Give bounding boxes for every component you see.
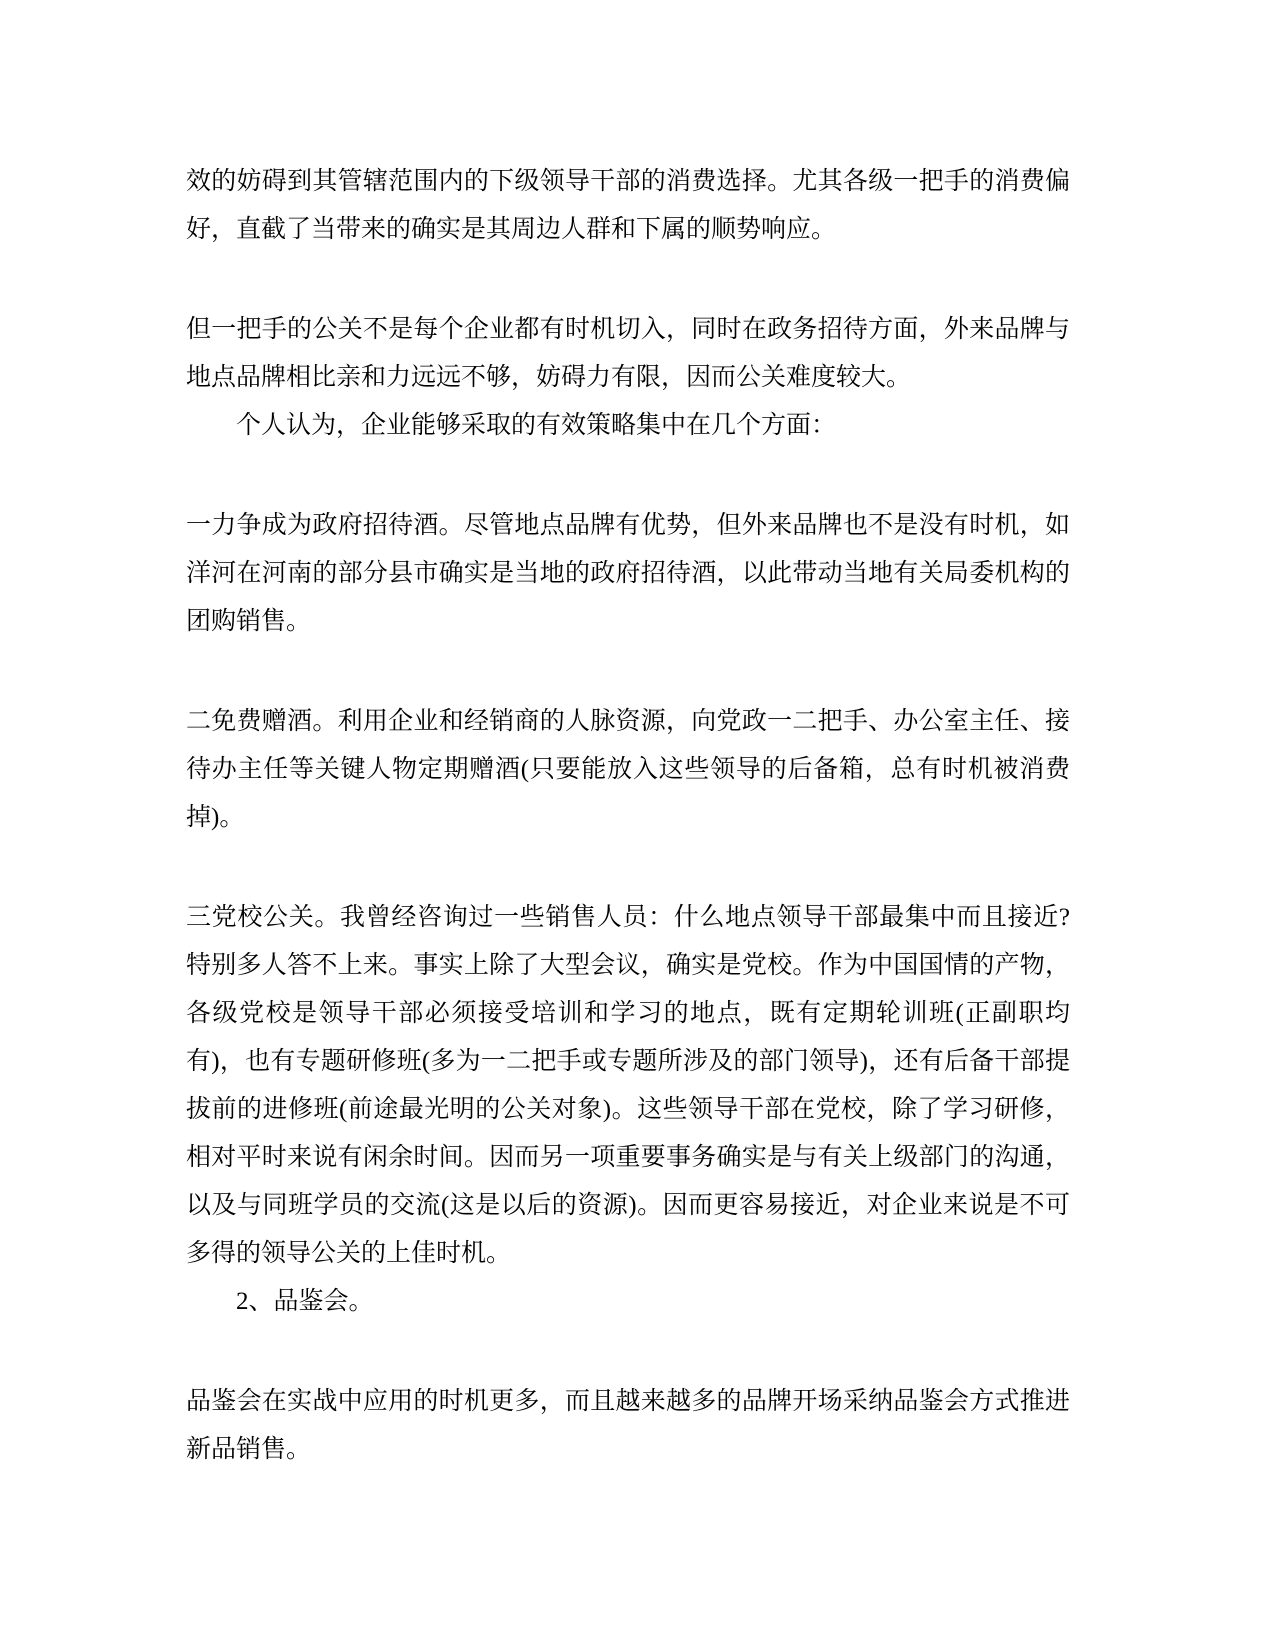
paragraph: 但一把手的公关不是每个企业都有时机切入，同时在政务招待方面，外来品牌与地点品牌相比亲和力远远不够，妨碍力有限，因而公关难度较大。 xyxy=(186,316,1070,391)
document-page xyxy=(186,158,1070,1474)
paragraph: 2、品鉴会。 xyxy=(236,1288,374,1315)
paragraph: 个人认为，企业能够采取的有效策略集中在几个方面： xyxy=(236,412,837,439)
paragraph: 二免费赠酒。利用企业和经销商的人脉资源，向党政一二把手、办公室主任、接待办主任等关键人物定期赠酒(只要能放入这些领导的后备箱，总有时机被消费掉)。 xyxy=(186,708,1070,831)
paragraph: 效的妨碍到其管辖范围内的下级领导干部的消费选择。尤其各级一把手的消费偏好，直截了当带来的确实是其周边人群和下属的顺势响应。 xyxy=(186,168,1070,243)
paragraph: 三党校公关。我曾经咨询过一些销售人员：什么地点领导干部最集中而且接近?特别多人答不上来。事实上除了大型会议，确实是党校。作为中国国情的产物，各级党校是领导干部必须接受培训和学习的地点，既有定期轮训班(正副职均有)，也有专题研修班(多为一二把手或专题所涉及的部门领导)，还有后备干部提拔前的进修班(前途最光明的公关对象)。这些领导干部在党校，除了学习研修，相对平时来说有闲余时间。因而另一项重要事务确实是与有关上级部门的沟通，以及与同班学员的交流(这是以后的资源)。因而更容易接近，对企业来说是不可多得的领导公关的上佳时机。 xyxy=(186,904,1070,1267)
paragraph: 一力争成为政府招待酒。尽管地点品牌有优势，但外来品牌也不是没有时机，如洋河在河南的部分县市确实是当地的政府招待酒，以此带动当地有关局委机构的团购销售。 xyxy=(186,512,1070,635)
paragraph: 品鉴会在实战中应用的时机更多，而且越来越多的品牌开场采纳品鉴会方式推进新品销售。 xyxy=(186,1388,1070,1463)
